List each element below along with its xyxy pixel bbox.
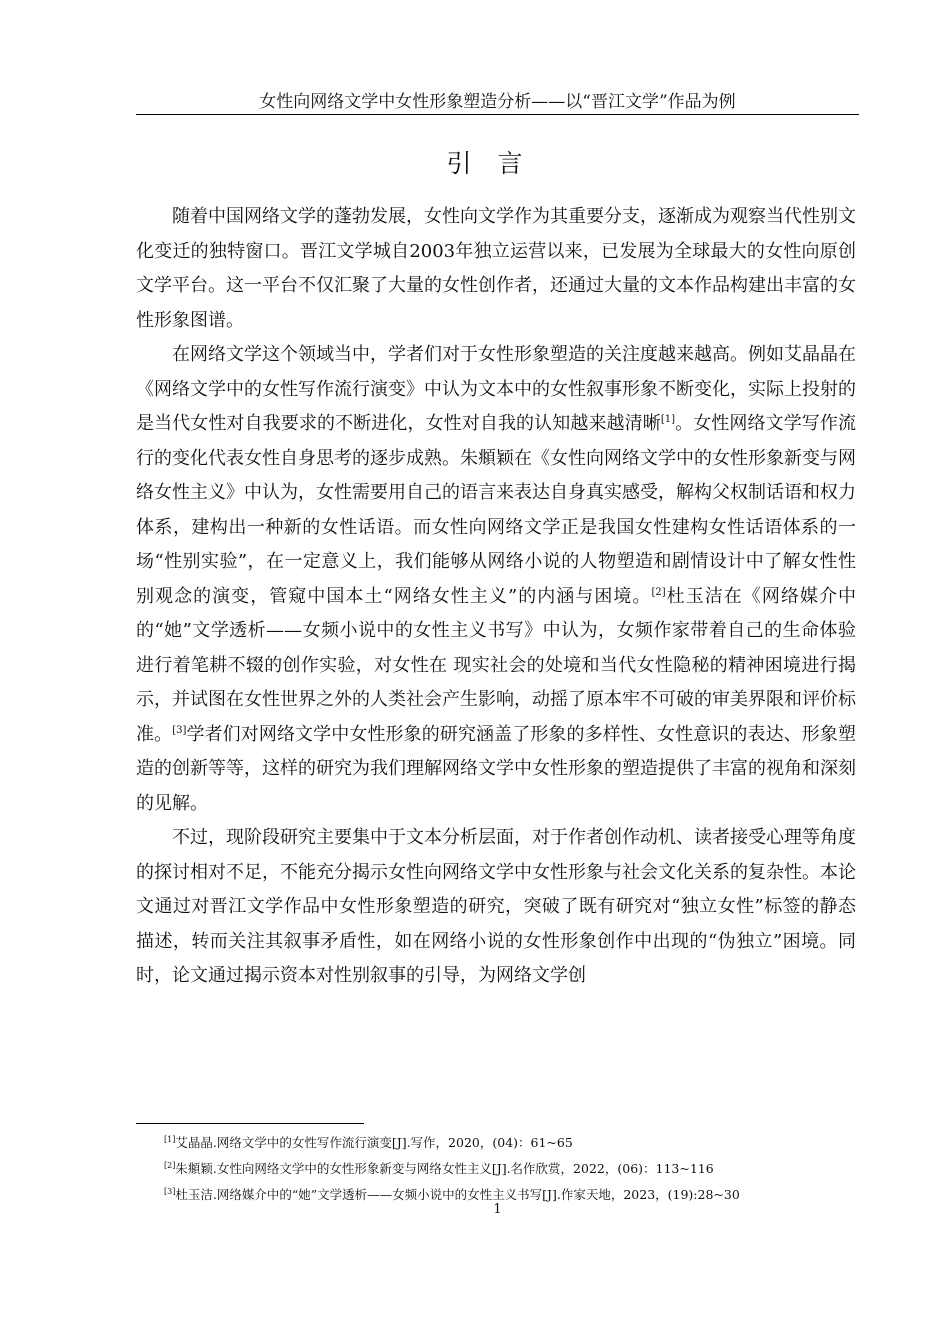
footnote-text: 朱頫颖.女性向网络文学中的女性形象新变与网络女性主义[J].名作欣赏，2022，(06)：113~116 — [175, 1161, 714, 1176]
body-text — [136, 200, 856, 994]
footnote-mark: [1] — [164, 1134, 176, 1144]
footnote-text: 艾晶晶.网络文学中的女性写作流行演变[J].写作，2020，(04)：61~65 — [175, 1135, 573, 1150]
paragraph-text: 。女性网络文学写作流行的变化代表女性自身思考的逐步成熟。朱頫颖在《女性向网络文学中的女性形象新变与网络女性主义》中认为，女性需要用自己的语言来表达自身真实感受，解构父权制话语和权力体系，建构出一种新的女性话语。而女性向网络文学正是我国女性建构女性话语体系的一场“性别实验”，在一定意义上，我们能够从网络小说的人物塑造和剧情设计中了解女性性别观念的演变，管窥中国本土“网络女性主义”的内涵与困境。 — [136, 413, 856, 607]
paragraph-text: 在网络文学这个领域当中，学者们对于女性形象塑造的关注度越来越高。例如艾晶晶在《网络文学中的女性写作流行演变》中认为文本中的女性叙事形象不断变化，实际上投射的是当代女性对自我要求的不断进化，女性对自我的认知越来越清晰 — [136, 344, 856, 434]
footnotes — [164, 1130, 864, 1208]
footnote-1 — [164, 1130, 864, 1156]
footnote-divider — [136, 1123, 364, 1124]
citation-ref-2[interactable]: [2] — [651, 586, 666, 598]
citation-ref-1[interactable]: [1] — [660, 414, 676, 425]
paragraph-text: 杜玉洁在《网络媒介中的“她”文学透析——女频小说中的女性主义书写》中认为，女频作家带着自己的生命体验进行着笔耕不辍的创作实验，对女性在 现实社会的处境和当代女性隐秘的精神困境进行揭示，并试图在女性世界之外的人类社会产生影响，动摇了原本牢不可破的审美界限和评价标准。 — [136, 585, 856, 745]
page-number: 1 — [493, 1202, 502, 1217]
header-divider — [136, 114, 859, 115]
paragraph-3 — [136, 821, 856, 994]
footnote-mark: [3] — [164, 1186, 176, 1196]
running-header: 女性向网络文学中女性形象塑造分析——以“晋江文学”作品为例 — [259, 92, 736, 112]
paragraph-text: 随着中国网络文学的蓬勃发展，女性向文学作为其重要分支，逐渐成为观察当代性别文化变迁的独特窗口。晋江文学城自2003年独立运营以来，已发展为全球最大的女性向原创文学平台。这一平台不仅汇聚了大量的女性创作者，还通过大量的文本作品构建出丰富的女性形象图谱。 — [136, 206, 856, 331]
citation-ref-3[interactable]: [3] — [172, 724, 187, 736]
footnote-mark: [2] — [164, 1160, 176, 1170]
paragraph-1 — [136, 200, 856, 338]
paragraph-text: 学者们对网络文学中女性形象的研究涵盖了形象的多样性、女性意识的表达、形象塑造的创新等等，这样的研究为我们理解网络文学中女性形象的塑造提供了丰富的视角和深刻的见解。 — [136, 723, 857, 814]
footnote-2 — [164, 1156, 864, 1182]
paragraph-text: 不过，现阶段研究主要集中于文本分析层面，对于作者创作动机、读者接受心理等角度的探讨相对不足，不能充分揭示女性向网络文学中女性形象与社会文化关系的复杂性。本论文通过对晋江文学作品中女性形象塑造的研究，突破了既有研究对“独立女性”标签的静态描述，转而关注其叙事矛盾性，如在网络小说的女性形象创作中出现的“伪独立”困境。同时，论文通过揭示资本对性别叙事的引导，为网络文学创 — [136, 827, 856, 986]
section-title: 引言 — [446, 149, 549, 178]
paragraph-2 — [136, 338, 856, 821]
footnote-text: 杜玉洁.网络媒介中的“她”文学透析——女频小说中的女性主义书写[J].作家天地，2023，(19):28~30 — [175, 1187, 740, 1202]
